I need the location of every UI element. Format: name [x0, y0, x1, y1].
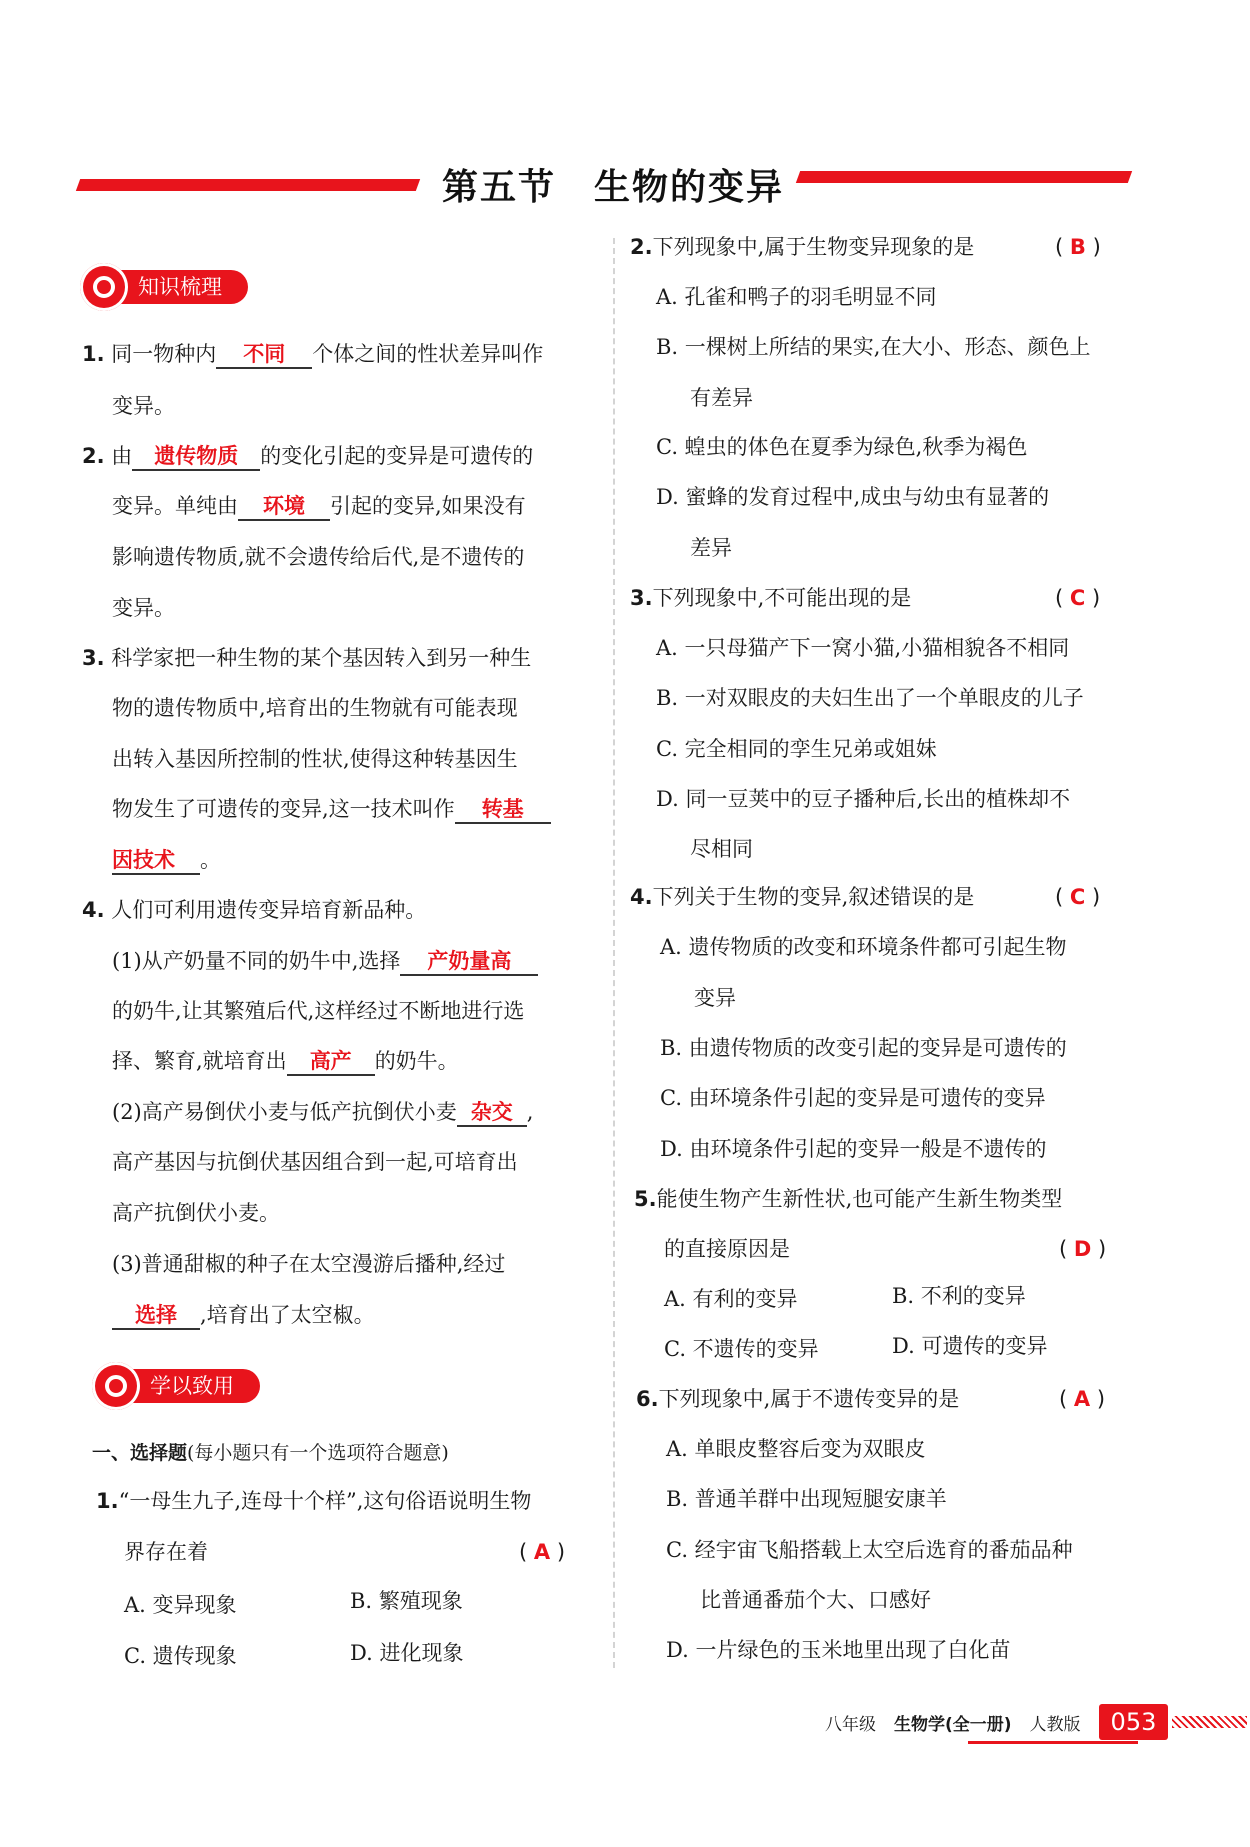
practice-q6-option-c: C. 经宇宙飞船搭载上太空后选育的番茄品种: [666, 1538, 1073, 1562]
answer-blank: 转基: [455, 796, 551, 824]
footer-rule: [968, 1741, 1138, 1744]
knowledge-q4-s1-line3: 择、繁育,就培育出 高产 的奶牛。: [112, 1046, 459, 1076]
knowledge-q2-line3: 影响遗传物质,就不会遗传给后代,是不遗传的: [112, 545, 525, 569]
knowledge-q2-line4: 变异。: [112, 596, 175, 620]
knowledge-q4-s2-line2: 高产基因与抗倒伏基因组合到一起,可培育出: [112, 1150, 518, 1174]
section-title-bar: [78, 165, 1130, 209]
practice-q3-option-c: C. 完全相同的孪生兄弟或姐妹: [656, 737, 937, 761]
practice-q1-option-a: A. 变异现象: [124, 1593, 237, 1617]
practice-q1-option-b: B. 繁殖现象: [350, 1589, 463, 1613]
knowledge-q3-line4: 物发生了可遗传的变异,这一技术叫作 转基: [112, 794, 551, 824]
practice-heading: 一、选择题(每小题只有一个选项符合题意): [92, 1442, 449, 1464]
answer-bracket: ( A ): [519, 1540, 566, 1564]
footer-hatch-decoration: [1172, 1716, 1247, 1728]
practice-q2-option-d-cont: 差异: [690, 536, 732, 560]
practice-q3-option-d-cont: 尽相同: [690, 837, 753, 861]
practice-q4-option-a: A. 遗传物质的改变和环境条件都可引起生物: [660, 935, 1067, 959]
spiral-icon: [92, 1362, 140, 1410]
answer-blank: 不同: [216, 341, 312, 369]
practice-q1-option-c: C. 遗传现象: [124, 1644, 237, 1668]
practice-q3-option-d: D. 同一豆荚中的豆子播种后,长出的植株却不: [656, 787, 1071, 811]
page-number: 053: [1099, 1704, 1169, 1740]
practice-q2-stem: 2.下列现象中,属于生物变异现象的是 ( B ): [630, 232, 1130, 262]
answer-bracket: ( B ): [1055, 235, 1101, 259]
title-rule-left: [76, 179, 420, 191]
practice-q4-option-d: D. 由环境条件引起的变异一般是不遗传的: [660, 1137, 1047, 1161]
practice-q4-option-a-cont: 变异: [694, 986, 736, 1010]
practice-q2-option-c: C. 蝗虫的体色在夏季为绿色,秋季为褐色: [656, 435, 1028, 459]
footer-subject: 生物学(全一册): [894, 1714, 1012, 1735]
page-title: 第五节 生物的变异: [441, 167, 784, 208]
section-label: 知识梳理: [114, 270, 248, 304]
practice-q5-stem1: 5.能使生物产生新性状,也可能产生新生物类型: [634, 1187, 1063, 1211]
knowledge-q3-line5: 因技术 。: [112, 845, 221, 875]
page-footer: [825, 1703, 1247, 1741]
knowledge-review-badge: [80, 266, 248, 308]
practice-q1-option-d: D. 进化现象: [350, 1641, 464, 1665]
answer-blank: 选择: [112, 1302, 200, 1330]
knowledge-q2-line1: 2. 由 遗传物质 的变化引起的变异是可遗传的: [82, 441, 533, 471]
knowledge-q1-line1: 1. 同一物种内 不同 个体之间的性状差异叫作: [82, 339, 543, 369]
practice-q5-option-d: D. 可遗传的变异: [892, 1334, 1048, 1358]
practice-q1-stem1: 1.“一母生九子,连母十个样”,这句俗语说明生物: [96, 1489, 532, 1513]
practice-q4-option-c: C. 由环境条件引起的变异是可遗传的变异: [660, 1086, 1046, 1110]
answer-blank: 遗传物质: [132, 443, 260, 471]
answer-bracket: ( C ): [1055, 885, 1101, 909]
knowledge-q2-line2: 变异。单纯由 环境 引起的变异,如果没有: [112, 491, 526, 521]
knowledge-q4-s1-line1: (1)从产奶量不同的奶牛中,选择 产奶量高: [112, 946, 538, 976]
answer-bracket: ( A ): [1059, 1387, 1106, 1411]
practice-q5-stem2: 的直接原因是 ( D ): [664, 1234, 1134, 1264]
practice-q4-stem: 4.下列关于生物的变异,叙述错误的是 ( C ): [630, 882, 1130, 912]
knowledge-q4-s2-line3: 高产抗倒伏小麦。: [112, 1201, 280, 1225]
column-divider: [613, 238, 615, 1668]
answer-blank: 杂交: [457, 1099, 527, 1127]
target-icon: [80, 263, 128, 311]
footer-grade: 八年级: [825, 1714, 876, 1735]
answer-blank: 环境: [238, 493, 330, 521]
practice-q3-option-b: B. 一对双眼皮的夫妇生出了一个单眼皮的儿子: [656, 686, 1084, 710]
practice-q6-stem: 6.下列现象中,属于不遗传变异的是 ( A ): [636, 1384, 1136, 1414]
answer-bracket: ( D ): [1059, 1237, 1107, 1261]
answer-blank: 因技术: [112, 847, 200, 875]
practice-q2-option-b-cont: 有差异: [690, 386, 753, 410]
practice-badge: [92, 1365, 260, 1407]
practice-q6-option-b: B. 普通羊群中出现短腿安康羊: [666, 1487, 947, 1511]
answer-blank: 产奶量高: [400, 948, 538, 976]
practice-q2-option-a: A. 孔雀和鸭子的羽毛明显不同: [656, 285, 937, 309]
knowledge-q1-line2: 变异。: [112, 394, 175, 418]
practice-q6-option-a: A. 单眼皮整容后变为双眼皮: [666, 1437, 926, 1461]
knowledge-q4-s2-line1: (2)高产易倒伏小麦与低产抗倒伏小麦 杂交 ,: [112, 1097, 533, 1127]
knowledge-q4-s1-line2: 的奶牛,让其繁殖后代,这样经过不断地进行选: [112, 999, 525, 1023]
practice-q4-option-b: B. 由遗传物质的改变引起的变异是可遗传的: [660, 1036, 1067, 1060]
practice-q3-option-a: A. 一只母猫产下一窝小猫,小猫相貌各不相同: [656, 636, 1070, 660]
practice-q2-option-b: B. 一棵树上所结的果实,在大小、形态、颜色上: [656, 335, 1091, 359]
practice-q2-option-d: D. 蜜蜂的发育过程中,成虫与幼虫有显著的: [656, 485, 1050, 509]
footer-edition: 人教版: [1029, 1714, 1081, 1735]
title-rule-right: [796, 171, 1132, 183]
practice-q3-stem: 3.下列现象中,不可能出现的是 ( C ): [630, 583, 1130, 613]
knowledge-q4-line1: 4. 人们可利用遗传变异培育新品种。: [82, 898, 427, 922]
answer-blank: 高产: [287, 1048, 375, 1076]
practice-q6-option-c-cont: 比普通番茄个大、口感好: [700, 1588, 931, 1612]
section-label: 学以致用: [126, 1369, 260, 1403]
practice-q5-option-b: B. 不利的变异: [892, 1284, 1026, 1308]
knowledge-q4-s3-line1: (3)普通甜椒的种子在太空漫游后播种,经过: [112, 1252, 506, 1276]
knowledge-q3-line3: 出转入基因所控制的性状,使得这种转基因生: [112, 747, 518, 771]
knowledge-q3-line2: 物的遗传物质中,培育出的生物就有可能表现: [112, 696, 518, 720]
answer-bracket: ( C ): [1055, 586, 1101, 610]
knowledge-q4-s3-line2: 选择 ,培育出了太空椒。: [112, 1300, 375, 1330]
practice-q6-option-d: D. 一片绿色的玉米地里出现了白化苗: [666, 1638, 1011, 1662]
practice-q5-option-a: A. 有利的变异: [664, 1287, 798, 1311]
practice-q1-stem2: 界存在着 ( A ): [124, 1537, 594, 1567]
knowledge-q3-line1: 3. 科学家把一种生物的某个基因转入到另一种生: [82, 646, 532, 670]
practice-q5-option-c: C. 不遗传的变异: [664, 1337, 819, 1361]
